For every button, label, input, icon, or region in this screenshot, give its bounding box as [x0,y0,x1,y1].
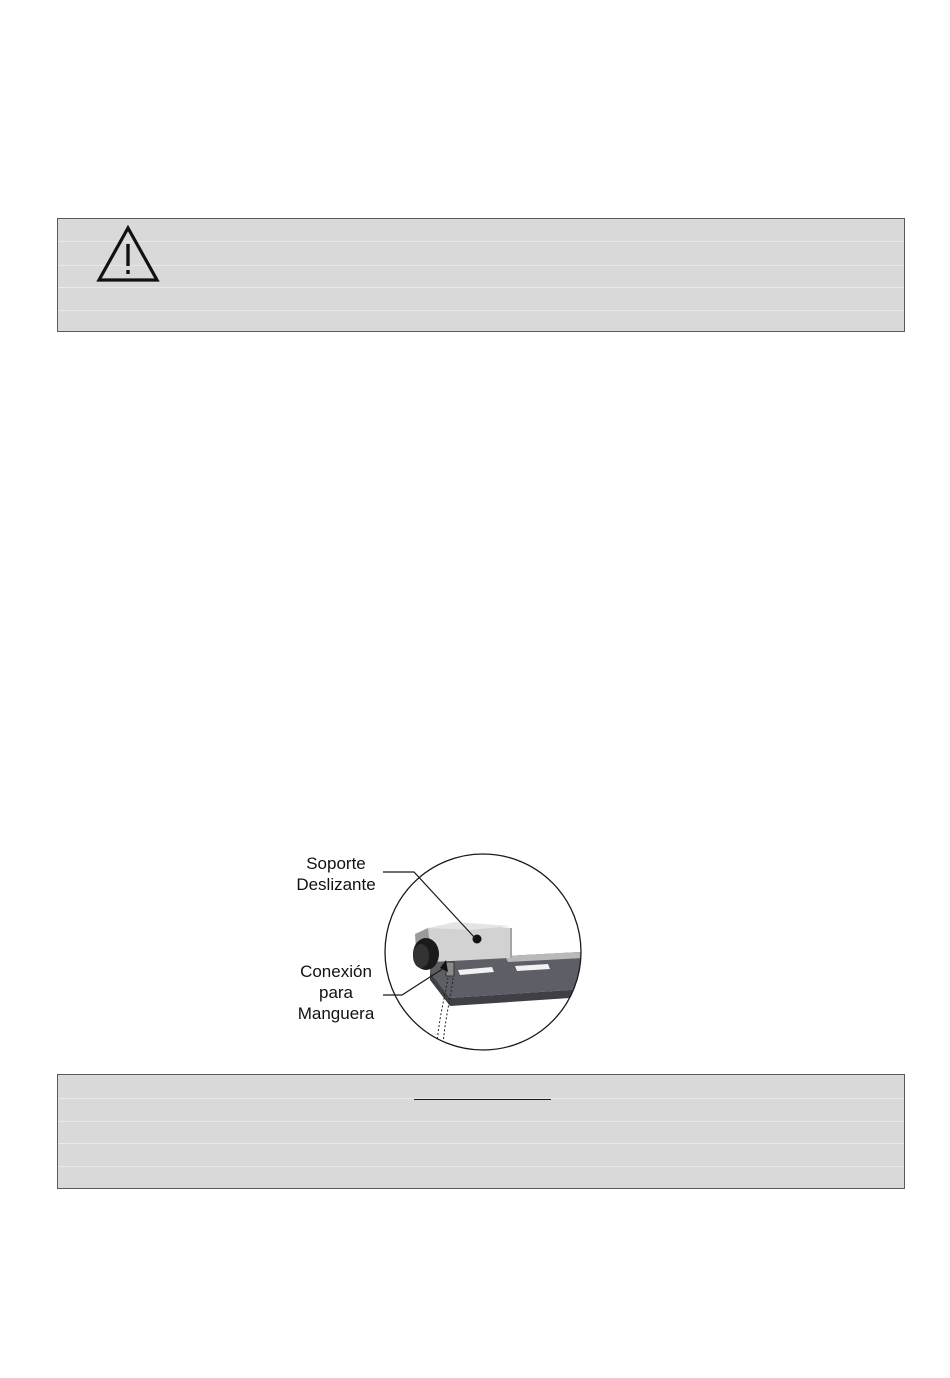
sliding-support-label-line2: Deslizante [296,875,376,894]
row-divider [58,265,904,266]
warning-box [57,218,905,332]
sliding-support-figure [280,848,590,1058]
row-divider [58,1121,904,1122]
hose-connection-label-line1: Conexión [300,962,372,981]
note-box [57,1074,905,1189]
hose-connection-label-line2: para [318,983,354,1002]
row-divider [58,1166,904,1167]
row-divider [58,287,904,288]
warning-triangle-icon [96,225,160,283]
row-divider [58,310,904,311]
row-divider [58,1098,904,1099]
row-divider [58,241,904,242]
hose-connection-label [280,961,392,1024]
sliding-support-label-line1: Soporte [306,854,366,873]
hose-connection-label-line3: Manguera [297,1004,375,1023]
sliding-support-label [280,853,392,895]
row-divider [58,1143,904,1144]
